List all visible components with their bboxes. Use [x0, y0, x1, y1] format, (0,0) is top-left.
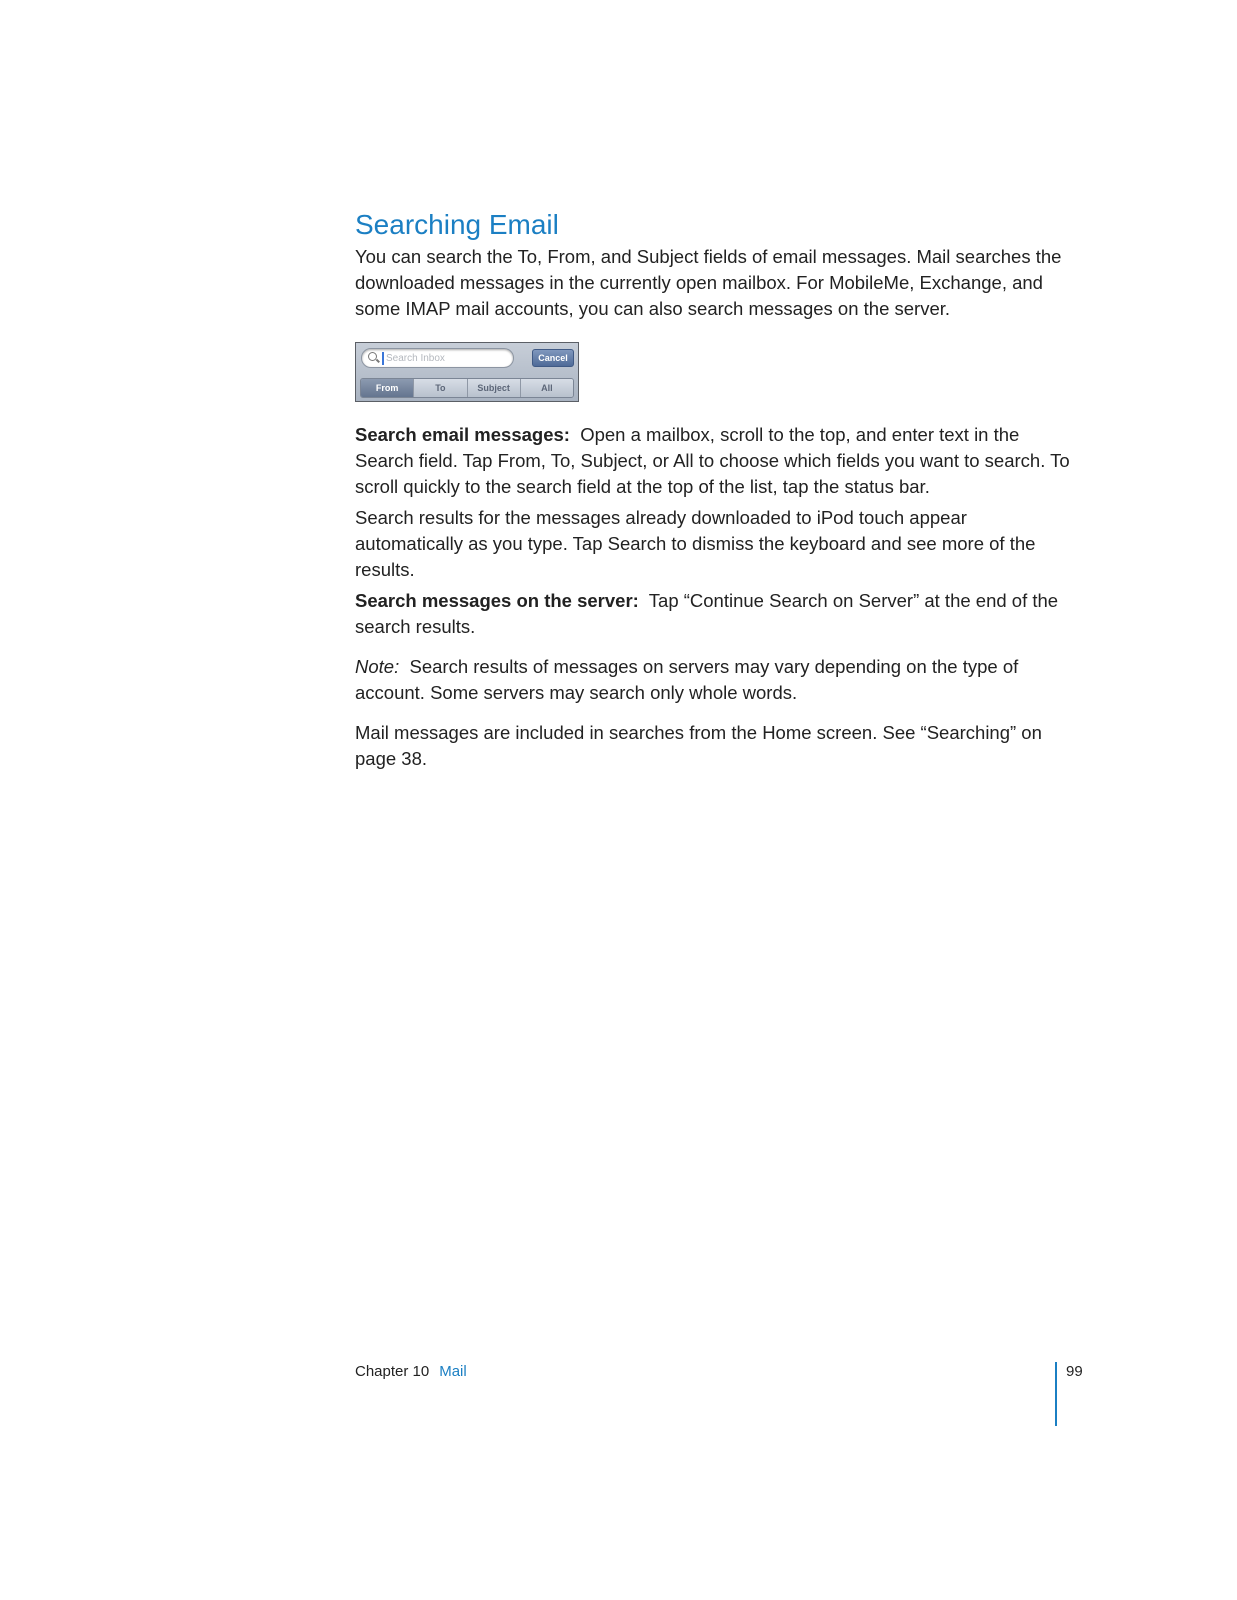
intro-paragraph: You can search the To, From, and Subject fields of email messages. Mail searches the downloaded messages in the currently open mailbox. For MobileMe, Exchange, and some IMAP mail accounts, you can also search messages on the server. — [355, 246, 1062, 319]
footer-chapter — [355, 1362, 467, 1382]
search-email-body: Open a mailbox, scroll to the top, and enter text in the Search field. Tap From, To, Subject, or All to choose which fields you want to search. To scroll quickly to the search field at the top of the list, tap the status bar. — [355, 424, 1070, 497]
note-paragraph — [355, 654, 1070, 706]
chapter-number: Chapter 10 — [355, 1363, 430, 1380]
home-screen-paragraph: Mail messages are included in searches from the Home screen. See “Searching” on page 38. — [355, 722, 1042, 769]
section-title: Searching Email — [355, 209, 559, 240]
scope-subject[interactable]: Subject — [467, 379, 520, 397]
footer-divider — [1055, 1362, 1057, 1426]
chapter-name-link[interactable]: Mail — [439, 1363, 467, 1380]
search-icon — [368, 352, 377, 361]
page-content — [355, 208, 1070, 772]
cancel-button[interactable]: Cancel — [532, 349, 574, 367]
search-server-body: Tap “Continue Search on Server” at the end of the search results. — [355, 590, 1059, 637]
scope-all[interactable]: All — [520, 379, 573, 397]
search-server-paragraph — [355, 588, 1070, 640]
scope-from[interactable]: From — [361, 379, 413, 397]
search-email-paragraph — [355, 422, 1070, 500]
search-email-lead: Search email messages: — [355, 424, 570, 445]
note-lead: Note: — [355, 656, 400, 677]
text-cursor — [382, 352, 384, 365]
note-body: Search results of messages on servers may vary depending on the type of account. Some servers may search only whole words. — [355, 656, 1019, 703]
search-bar-figure — [355, 342, 579, 402]
page-number: 99 — [1066, 1363, 1083, 1380]
scope-to[interactable]: To — [413, 379, 466, 397]
search-server-lead: Search messages on the server: — [355, 590, 639, 611]
search-results-paragraph: Search results for the messages already downloaded to iPod touch appear automatically as you type. Tap Search to dismiss the keyboard and see more of the results. — [355, 507, 1036, 580]
search-placeholder: Search Inbox — [386, 353, 445, 364]
search-input[interactable] — [361, 348, 514, 368]
search-scope-bar — [360, 378, 574, 398]
